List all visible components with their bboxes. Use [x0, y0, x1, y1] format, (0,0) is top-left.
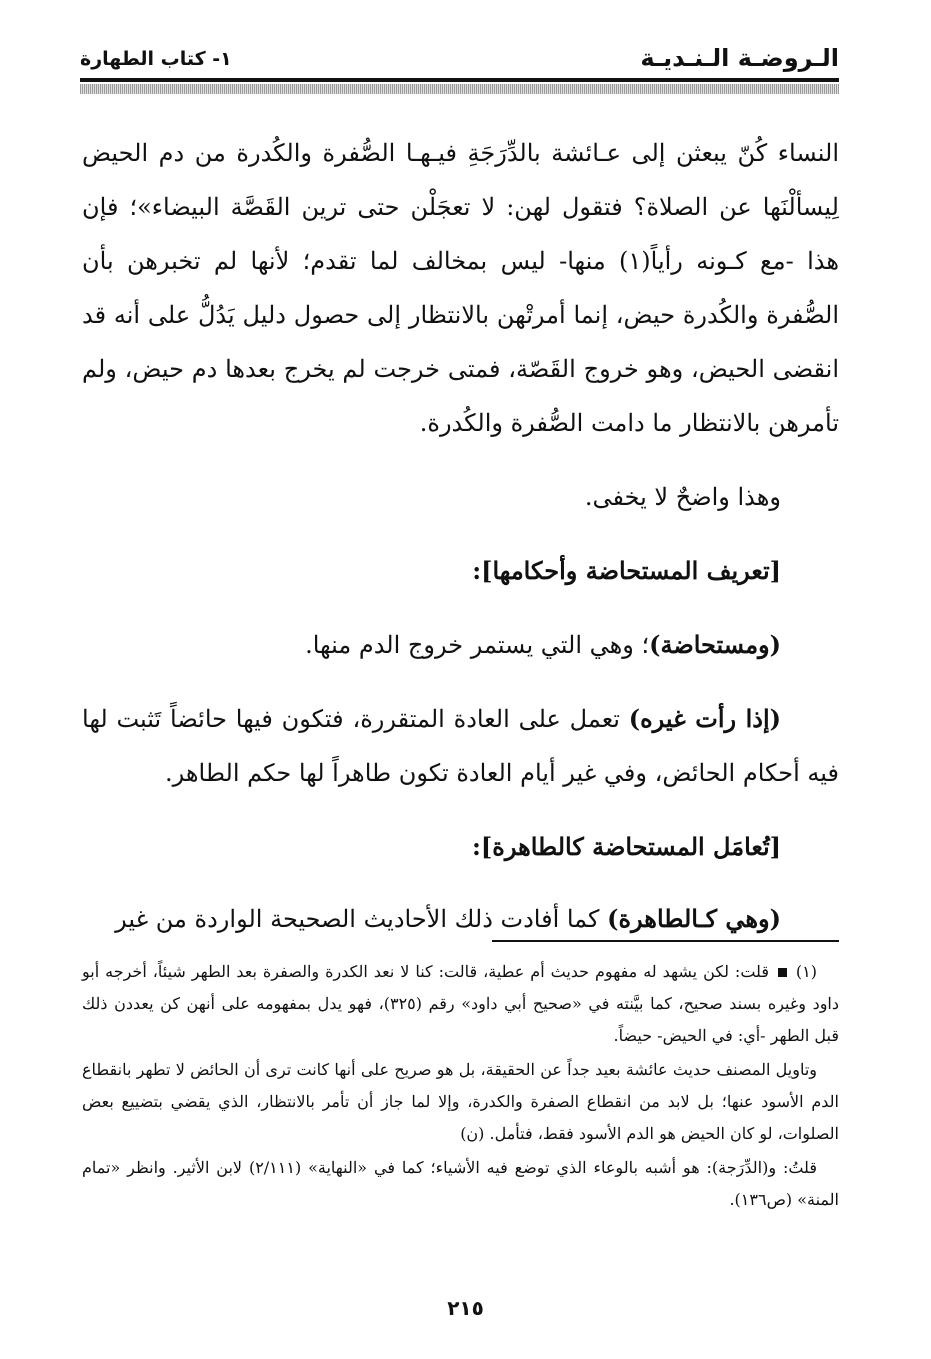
footnote-2: وتاويل المصنف حديث عائشة بعيد جداً عن الحقيقة، بل هو صريح على أنها كانت ترى أن الحائض لا تطهر بانقطاع الدم الأسود عنها؛ بل لابد من انقطاع الصفرة والكدرة، وإلا لما جاز أن تأمر بالانتظار، الذي يقضي بتضييع بعض الصلوات، لو كان الحيض هو الدم الأسود فقط، فتأمل. (ن) — [82, 1060, 839, 1143]
section-heading-tahira: [تُعامَل المستحاضة كالطاهرة]: — [472, 832, 781, 861]
commentary-text: كما أفادت ذلك الأحاديث الصحيحة الواردة من غير — [115, 905, 608, 933]
footnote-1 — [82, 956, 839, 1052]
matn-term: (ومستحاضة) — [649, 630, 781, 659]
paragraph-habit — [82, 692, 839, 800]
page-number: ٢١٥ — [447, 1296, 484, 1320]
paragraph-tahira — [82, 892, 839, 946]
footnote-text: قلت: لكن يشهد له مفهوم حديث أم عطية، قالت: كنا لا نعد الكدرة والصفرة بعد الطهر شيئاً، أخرجه أبو داود وغيره بسند صحيح، كما بيَّنته في «صحيح أبي داود» رقم (٣٢٥)، فهو يدل بمفهومه على أنهن كن يعددن ذلك قبل الطهر -أي: في الحيض- حيضاً. — [82, 962, 840, 1045]
footnote-separator — [492, 940, 839, 942]
paragraph-clear: وهذا واضحٌ لا يخفى. — [584, 483, 781, 511]
matn-term: (وهي كـالطاهرة) — [607, 904, 781, 933]
header-band — [80, 84, 839, 94]
square-bullet-icon — [778, 968, 787, 977]
commentary-text: تعمل على العادة المتقررة، فتكون فيها حائضاً تَثبت لها فيه أحكام الحائض، وفي غير أيام العادة تكون طاهراً لها حكم الطاهر. — [82, 705, 839, 787]
chapter-title: ١- كتاب الطهارة — [80, 48, 232, 70]
matn-term: (إذا رأت غيره) — [628, 704, 781, 733]
main-text — [82, 126, 839, 946]
footnote-3: قلتُ: و(الدِّرَجة): هو أشبه بالوعاء الذي توضع فيه الأشياء؛ كما في «النهاية» (٢/١١١) لابن الأثير. وانظر «تمام المنة» (ص١٣٦). — [82, 1158, 839, 1209]
header-rule — [80, 78, 839, 82]
footnote-marker: (١) — [795, 962, 817, 981]
commentary-text: ؛ وهي التي يستمر خروج الدم منها. — [305, 631, 650, 659]
section-heading-istihada: [تعريف المستحاضة وأحكامها]: — [472, 556, 781, 585]
running-header — [80, 42, 839, 74]
paragraph-continuation: النساء كُنّ يبعثن إلى عـائشة بالدِّرَجَةِ فيـهـا الصُّفرة والكُدرة من دم الحيض لِيسألْنَها عن الصلاة؟ فتقول لهن: لا تعجَلْن حتى ترين القَصَّة البيضاء»؛ فإن هذا -مع كـونه رأياً(١) منها- ليس بمخالف لما تقدم؛ لأنها لم تخبرهن بأن الصُّفرة والكُدرة حيض، إنما أمرتْهن بالانتظار إلى حصول دليل يَدُلُّ على أنه قد انقضى الحيض، وهو خروج القَصّة، فمتى خرجت لم يخرج بعدها دم حيض، ولم تأمرهن بالانتظار ما دامت الصُّفرة والكُدرة. — [82, 139, 840, 437]
footnotes — [82, 956, 839, 1216]
book-title: الـروضـة الـنـديـة — [640, 44, 839, 72]
paragraph-definition — [82, 618, 839, 672]
